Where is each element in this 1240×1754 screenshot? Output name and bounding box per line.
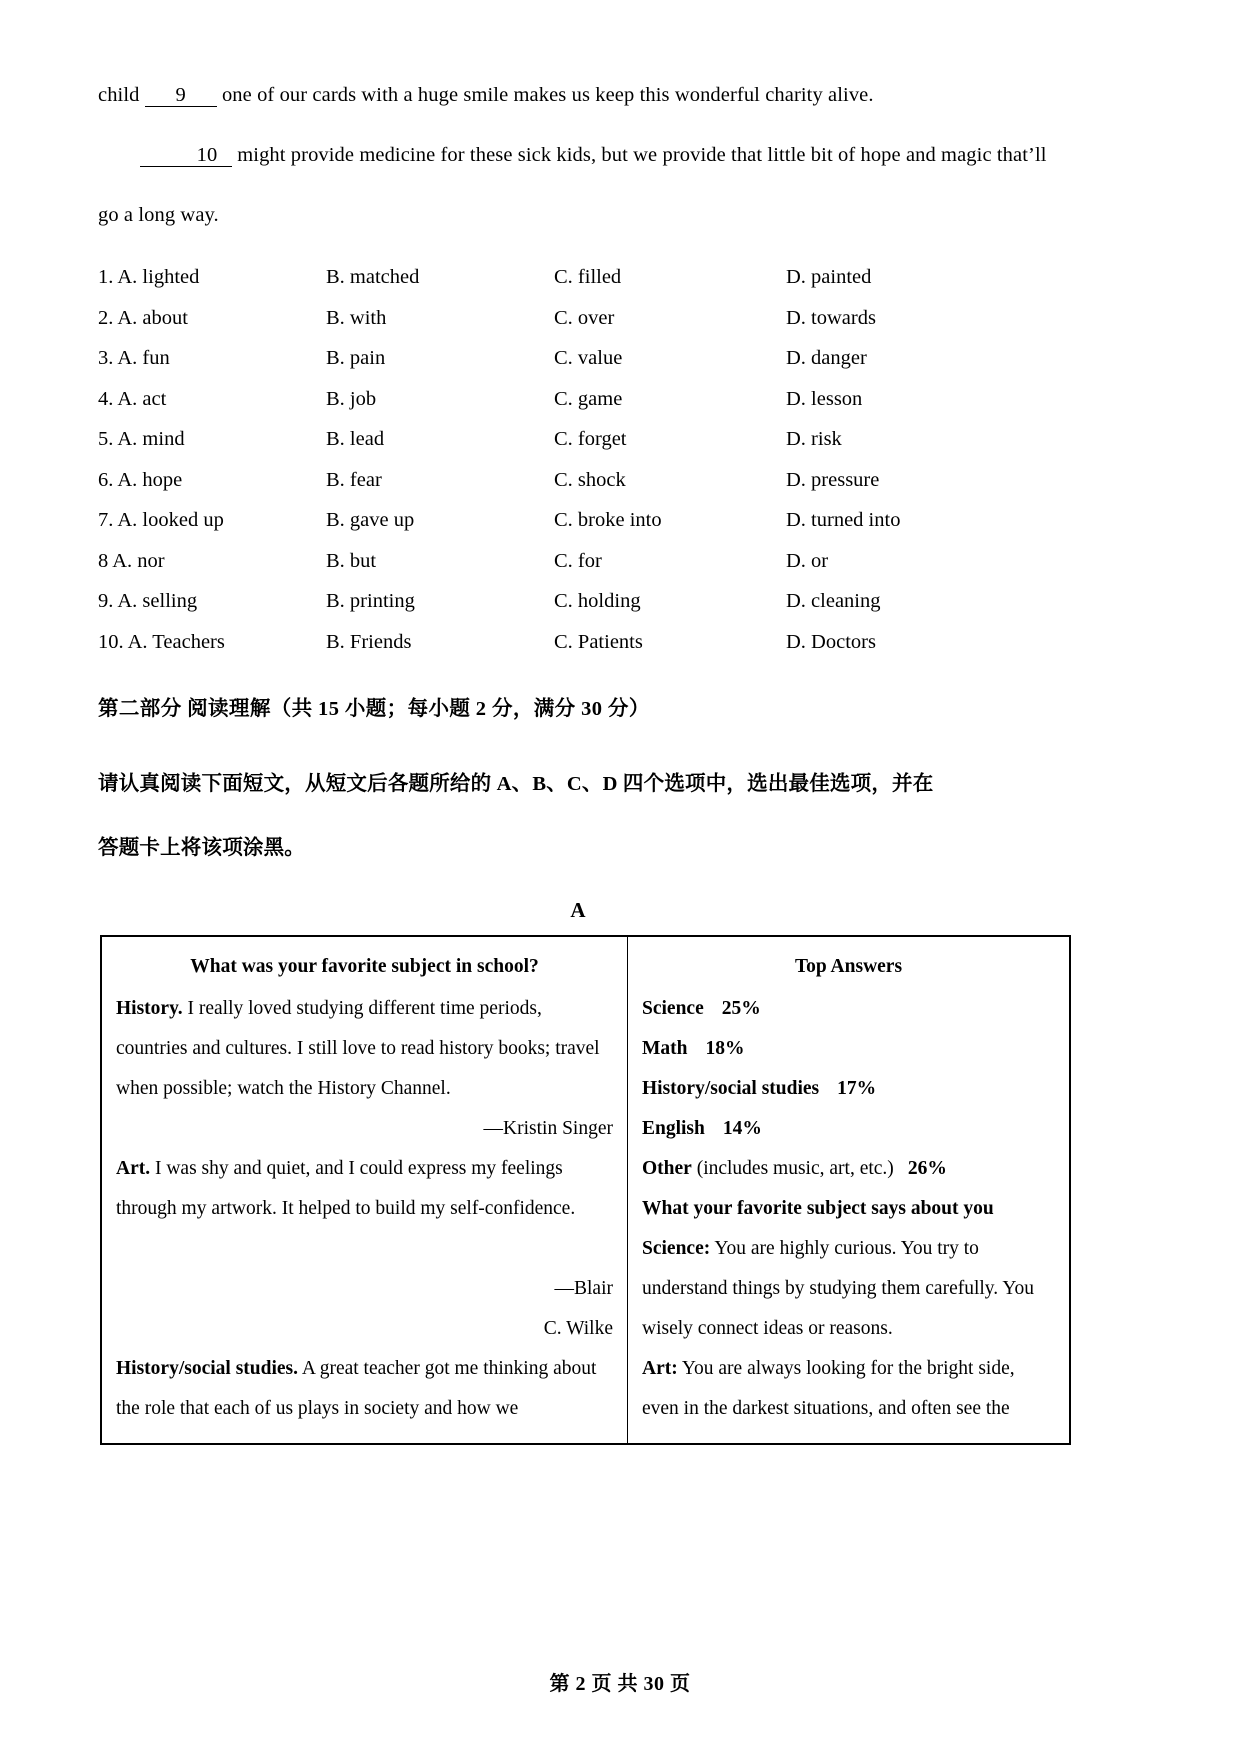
option-a-label: A. lighted xyxy=(117,266,200,288)
option-row xyxy=(98,500,1148,540)
option-a[interactable] xyxy=(98,338,326,378)
table-cell-top-answers xyxy=(628,936,1071,1444)
option-d[interactable]: D. cleaning xyxy=(786,590,881,612)
option-b[interactable]: B. gave up xyxy=(326,509,415,531)
option-number: 5. xyxy=(98,428,114,450)
answer-row-other xyxy=(642,1149,1055,1189)
option-a[interactable] xyxy=(98,379,326,419)
testimonial-text: I was shy and quiet, and I could express my feelings through my artwork. It helped to build my self-confidence. xyxy=(116,1157,576,1219)
passage-text-after-blank-9: one of our cards with a huge smile makes us keep this wonderful charity alive. xyxy=(216,84,874,106)
option-row xyxy=(98,257,1148,297)
answer-label: Other xyxy=(642,1157,692,1179)
option-number: 4. xyxy=(98,387,114,410)
option-a-label: A. act xyxy=(117,387,167,410)
option-d[interactable]: D. or xyxy=(786,549,829,572)
option-c[interactable]: C. shock xyxy=(554,468,626,491)
section-instruction xyxy=(98,752,1148,880)
description-lead: Science: xyxy=(642,1237,711,1259)
testimonial-history xyxy=(116,989,613,1109)
description-text: You are highly curious. You try to understand things by studying them carefully. You wisely connect ideas or reasons. xyxy=(642,1237,1034,1339)
option-d[interactable]: D. danger xyxy=(786,347,867,369)
option-c[interactable]: C. Patients xyxy=(554,630,643,653)
option-b[interactable]: B. fear xyxy=(326,468,382,491)
right-column-title: Top Answers xyxy=(794,955,903,977)
option-number: 7. xyxy=(98,509,114,531)
description-lead: Art: xyxy=(642,1357,678,1379)
option-a[interactable] xyxy=(98,298,326,338)
option-d[interactable]: D. lesson xyxy=(786,387,863,410)
answer-percent: 25% xyxy=(721,997,761,1019)
testimonial-art xyxy=(116,1149,613,1229)
answer-percent: 17% xyxy=(837,1077,877,1099)
description-art xyxy=(642,1349,1055,1429)
option-a-label: A. selling xyxy=(117,590,198,612)
answer-label: History/social studies xyxy=(642,1077,820,1099)
option-b[interactable]: B. pain xyxy=(326,347,386,369)
option-d[interactable]: D. painted xyxy=(786,266,872,288)
description-text: You are always looking for the bright side, even in the darkest situations, and often see the xyxy=(642,1357,1015,1419)
answer-row-history-social-studies xyxy=(642,1069,1055,1109)
option-a-label: A. about xyxy=(117,306,188,329)
option-b[interactable]: B. Friends xyxy=(326,630,412,653)
option-b[interactable]: B. job xyxy=(326,387,377,410)
option-a[interactable] xyxy=(98,500,326,540)
option-c[interactable]: C. game xyxy=(554,387,623,410)
option-c[interactable]: C. filled xyxy=(554,266,622,288)
option-row xyxy=(98,460,1148,500)
option-a-label: A. hope xyxy=(117,468,183,491)
option-a[interactable] xyxy=(98,581,326,621)
blank-9: 9 xyxy=(145,84,217,107)
section-instruction-line-1: 请认真阅读下面短文，从短文后各题所给的 A、B、C、D 四个选项中，选出最佳选项，并在 xyxy=(98,772,934,795)
option-number: 10. xyxy=(98,630,124,653)
option-c[interactable]: C. for xyxy=(554,549,602,572)
option-a[interactable] xyxy=(98,419,326,459)
option-d[interactable]: D. Doctors xyxy=(786,630,876,653)
option-number: 6. xyxy=(98,468,114,491)
says-about-you-heading: What your favorite subject says about you xyxy=(642,1197,994,1219)
blank-line xyxy=(116,1229,613,1269)
testimonial-lead: History. xyxy=(116,997,183,1019)
answer-row-math xyxy=(642,1029,1055,1069)
passage-line-2 xyxy=(98,135,1148,175)
passage-line-3: go a long way. xyxy=(98,204,219,226)
option-a-label: A. looked up xyxy=(117,509,224,531)
option-b[interactable]: B. lead xyxy=(326,428,385,450)
option-a-label: A. nor xyxy=(112,549,165,572)
option-a[interactable] xyxy=(98,257,326,297)
answer-label: Science xyxy=(642,997,704,1019)
option-d[interactable]: D. towards xyxy=(786,306,876,329)
option-d[interactable]: D. pressure xyxy=(786,468,880,491)
option-b[interactable]: B. with xyxy=(326,306,387,329)
option-a-label: A. fun xyxy=(117,347,170,369)
option-a[interactable] xyxy=(98,460,326,500)
option-a-label: A. Teachers xyxy=(127,630,225,653)
option-row xyxy=(98,338,1148,378)
table-row xyxy=(101,936,1070,1444)
section-heading: 第二部分 阅读理解（共 15 小题；每小题 2 分，满分 30 分） xyxy=(98,697,650,720)
blank-10: 10 xyxy=(140,144,232,167)
answer-label: English xyxy=(642,1117,705,1139)
testimonial-attribution-second-line: C. Wilke xyxy=(543,1317,613,1339)
option-row xyxy=(98,541,1148,581)
testimonial-lead: Art. xyxy=(116,1157,151,1179)
testimonial-attribution: —Kristin Singer xyxy=(483,1117,613,1139)
left-column-title: What was your favorite subject in school? xyxy=(190,955,539,977)
answer-note: (includes music, art, etc.) xyxy=(691,1157,894,1179)
option-d[interactable]: D. risk xyxy=(786,428,842,450)
description-science xyxy=(642,1229,1055,1349)
option-number: 2. xyxy=(98,306,114,329)
passage-text-before-blank-9: child xyxy=(98,84,145,106)
testimonial-text: A great teacher got me thinking about the role that each of us plays in society and how we xyxy=(116,1357,597,1419)
passage-line-1 xyxy=(98,75,1148,115)
option-number: 3. xyxy=(98,347,114,369)
answer-row-english xyxy=(642,1109,1055,1149)
option-number: 8 xyxy=(98,549,109,572)
answer-row-science xyxy=(642,989,1055,1029)
option-c[interactable]: C. broke into xyxy=(554,509,662,531)
option-b[interactable]: B. but xyxy=(326,549,377,572)
option-a[interactable] xyxy=(98,622,326,662)
page-footer: 第 2 页 共 30 页 xyxy=(549,1673,691,1695)
answer-percent: 26% xyxy=(907,1157,947,1179)
answer-percent: 18% xyxy=(705,1037,745,1059)
option-number: 9. xyxy=(98,590,114,612)
testimonial-history-social xyxy=(116,1349,613,1429)
option-row xyxy=(98,379,1148,419)
testimonial-attribution: —Blair xyxy=(554,1277,613,1299)
option-row xyxy=(98,298,1148,338)
option-d[interactable]: D. turned into xyxy=(786,509,901,531)
option-number: 1. xyxy=(98,266,114,288)
option-c[interactable]: C. over xyxy=(554,306,615,329)
table-cell-testimonials xyxy=(101,936,628,1444)
option-a-label: A. mind xyxy=(117,428,185,450)
option-c[interactable]: C. forget xyxy=(554,428,627,450)
testimonial-lead: History/social studies. xyxy=(116,1357,299,1379)
passage-letter: A xyxy=(570,897,586,922)
option-row xyxy=(98,622,1148,662)
option-b[interactable]: B. printing xyxy=(326,590,415,612)
reading-table xyxy=(100,935,1071,1445)
option-row xyxy=(98,581,1148,621)
option-c[interactable]: C. holding xyxy=(554,590,641,612)
testimonial-text: I really loved studying different time periods, countries and cultures. I still love to read history books; travel when possible; watch the History Channel. xyxy=(116,997,600,1099)
cloze-options-list xyxy=(98,257,1148,662)
answer-label: Math xyxy=(642,1037,688,1059)
answer-percent: 14% xyxy=(722,1117,762,1139)
option-a[interactable] xyxy=(98,541,326,581)
section-instruction-line-2: 答题卡上将该项涂黑。 xyxy=(98,836,305,859)
option-c[interactable]: C. value xyxy=(554,347,623,369)
option-b[interactable]: B. matched xyxy=(326,266,420,288)
option-row xyxy=(98,419,1148,459)
passage-text-after-blank-10: might provide medicine for these sick kids, but we provide that little bit of hope and magic that’ll xyxy=(232,144,1047,166)
